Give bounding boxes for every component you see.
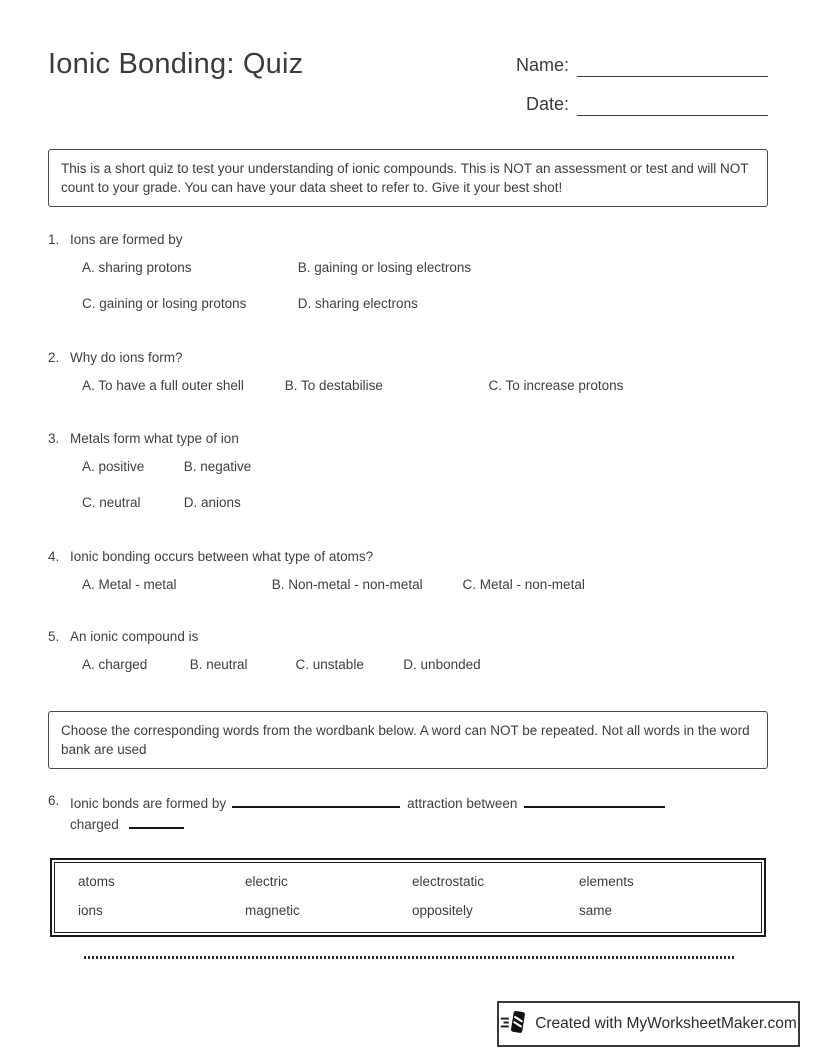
question-3 xyxy=(48,431,768,511)
question-2-options xyxy=(48,378,768,394)
date-blank-line xyxy=(577,93,768,116)
question-number: 2. xyxy=(48,350,60,365)
option-a: A. sharing protons xyxy=(82,260,192,275)
footer-credit-box xyxy=(497,1001,800,1047)
word-bank-grid xyxy=(54,862,762,933)
answer-blank-1 xyxy=(232,793,400,808)
question-number: 5. xyxy=(48,629,60,644)
question-2 xyxy=(48,350,768,394)
question-3-options xyxy=(48,459,768,511)
question-4 xyxy=(48,549,768,593)
option-row xyxy=(82,378,768,394)
question-text: Why do ions form? xyxy=(70,350,183,365)
question-6 xyxy=(48,793,768,835)
question-4-options xyxy=(48,577,768,593)
word-bank-item: oppositely xyxy=(412,903,473,918)
date-row xyxy=(509,89,768,116)
option-b: B. To destabilise xyxy=(284,378,383,393)
question-text: Ionic bonding occurs between what type of atoms? xyxy=(70,549,374,564)
name-label: Name: xyxy=(515,55,569,75)
word-bank-item: same xyxy=(579,903,613,918)
option-b: B. Non-metal - non-metal xyxy=(271,577,423,592)
option-b: B. neutral xyxy=(189,657,248,672)
question-2-line xyxy=(48,350,768,366)
question-text: An ionic compound is xyxy=(70,629,199,644)
question-text-part1: Ionic bonds are formed by xyxy=(70,796,227,811)
option-row xyxy=(82,260,768,276)
option-c: C. Metal - non-metal xyxy=(462,577,585,592)
question-5-line xyxy=(48,629,768,645)
option-a: A. positive xyxy=(82,459,145,474)
word-bank-item: ions xyxy=(78,903,103,918)
question-6-body xyxy=(70,793,665,835)
question-1-options xyxy=(48,260,768,312)
word-bank-item: elements xyxy=(579,874,634,889)
question-text-part2: attraction between xyxy=(407,796,518,811)
option-d: D. sharing electrons xyxy=(297,296,418,311)
question-number: 6. xyxy=(48,793,60,808)
question-number: 3. xyxy=(48,431,60,446)
question-number: 1. xyxy=(48,232,60,247)
question-text: Metals form what type of ion xyxy=(70,431,239,446)
option-c: C. gaining or losing protons xyxy=(82,296,247,311)
question-4-line xyxy=(48,549,768,565)
question-1-line xyxy=(48,232,768,248)
question-number: 4. xyxy=(48,549,60,564)
option-c: C. To increase protons xyxy=(488,378,624,393)
option-a: A. To have a full outer shell xyxy=(82,378,244,393)
question-text: Ions are formed by xyxy=(70,232,183,247)
name-date-block xyxy=(509,50,768,128)
question-3-line xyxy=(48,431,768,447)
page-title: Ionic Bonding: Quiz xyxy=(48,48,304,80)
question-6-line xyxy=(48,793,768,835)
question-5 xyxy=(48,629,768,673)
footer-credit-text: Created with MyWorksheetMaker.com xyxy=(535,1015,797,1032)
option-row xyxy=(82,296,768,312)
name-blank-line xyxy=(577,54,768,77)
question-1 xyxy=(48,232,768,312)
option-row xyxy=(82,495,768,511)
option-b: B. gaining or losing electrons xyxy=(297,260,472,275)
worksheet-maker-logo-icon xyxy=(500,1008,528,1041)
intro-instructions-box: This is a short quiz to test your understanding of ionic compounds. This is NOT an assessment or test and will NOT count to your grade. You can have your data sheet to refer to. Give it your best shot! xyxy=(48,149,768,207)
option-a: A. charged xyxy=(82,657,148,672)
option-b: B. negative xyxy=(183,459,252,474)
word-bank-item: magnetic xyxy=(245,903,300,918)
option-a: A. Metal - metal xyxy=(82,577,177,592)
date-label: Date: xyxy=(525,94,569,114)
option-row xyxy=(82,459,768,475)
option-d: D. anions xyxy=(183,495,241,510)
option-c: C. unstable xyxy=(295,657,364,672)
name-row xyxy=(509,50,768,77)
option-c: C. neutral xyxy=(82,495,141,510)
option-row xyxy=(82,577,768,593)
question-5-options xyxy=(48,657,768,673)
question-text-part3: charged xyxy=(70,817,119,832)
dotted-divider xyxy=(84,956,736,959)
word-bank-box xyxy=(50,858,766,937)
answer-blank-3 xyxy=(129,814,184,829)
answer-blank-2 xyxy=(524,793,665,808)
word-bank-item: electric xyxy=(245,874,288,889)
option-row xyxy=(82,657,768,673)
word-bank-item: electrostatic xyxy=(412,874,485,889)
word-bank-item: atoms xyxy=(78,874,115,889)
option-d: D. unbonded xyxy=(403,657,481,672)
wordbank-instructions-box: Choose the corresponding words from the wordbank below. A word can NOT be repeated. Not all words in the word bank are used xyxy=(48,711,768,769)
